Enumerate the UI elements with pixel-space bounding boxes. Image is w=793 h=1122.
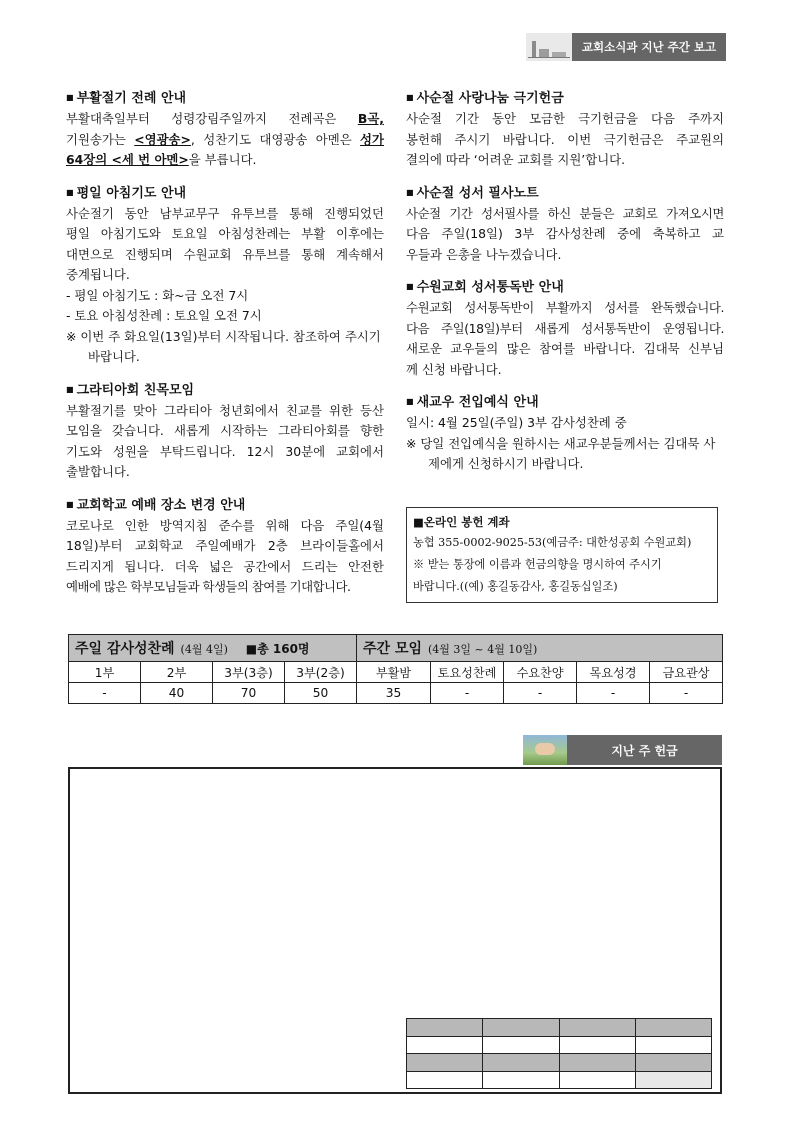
table-header-cell: 목요성경 (577, 662, 650, 683)
table-cell (559, 1036, 635, 1054)
table-cell (635, 1036, 711, 1054)
section-line: 사순절 기간 성서필사를 하신 분들은 교회로 가져오시면 (406, 205, 724, 221)
section-line: 출발합니다. (66, 464, 130, 479)
section-line: 중계됩니다. (66, 267, 130, 282)
section-title: ■ 사순절 성서 필사노트 (406, 185, 539, 201)
table-header-cell: 1부 (69, 662, 141, 683)
page-header (526, 33, 726, 61)
section-line: 18일)부터 교회학교 주일예배가 2층 브라이들홀에서 (66, 538, 384, 553)
list-item: - 토요 아침성찬례 : 토요일 오전 7시 (66, 308, 262, 323)
offering-table (406, 1018, 712, 1089)
table-header-cell: 3부(2층) (285, 662, 357, 683)
section-line: 코로나로 인한 방역지침 준수를 위해 다음 주일(4월 (66, 517, 384, 533)
table-cell: - (69, 683, 141, 704)
table-cell (559, 1054, 635, 1072)
table-cell (635, 1019, 711, 1037)
table-cell (483, 1071, 559, 1089)
section-line: 기도와 성원을 부탁드립니다. 12시 30분에 교회에서 (66, 443, 384, 459)
table-cell (407, 1054, 483, 1072)
table-header-cell: 수요찬양 (504, 662, 577, 683)
section-line: 다음 주일(18일) 3부 감사성찬례 중에 축복하고 교 (406, 226, 724, 241)
account-line: 농협 355-0002-9025-53(예금주: 대한성공회 수원교회) (413, 536, 692, 549)
section-body: 부활대축일부터 성령강림주일까지 전례곡은 B곡, (66, 111, 384, 126)
table-cell (483, 1054, 559, 1072)
section-line: 예배에 많은 학부모님들과 학생들의 참여를 기대합니다. (66, 579, 351, 594)
right-column (406, 88, 724, 487)
section-note: ※ 당일 전입예식을 원하시는 새교우분들께서는 김대묵 사제에게 신청하시기 바랍니다. (406, 435, 716, 471)
table-cell: 35 (357, 683, 431, 704)
section-line: 다음 주일(18일)부터 새롭게 성서통독반이 운영됩니다. (406, 320, 724, 336)
section-line: 부활절기를 맞아 그라티아 청년회에서 친교를 위한 등산 (66, 402, 384, 418)
table-cell (407, 1036, 483, 1054)
sunday-header: 주일 감사성찬례 (4월 4일) ■총 160명 (69, 635, 357, 662)
section-title: ■ 수원교회 성서통독반 안내 (406, 280, 564, 295)
section-line: 결의에 따라 ‘어려운 교회를 지원’합니다. (406, 152, 626, 167)
bible-reading-section (406, 277, 724, 380)
section-title: ■ 그라티아회 친목모임 (66, 382, 195, 398)
section-line: 새로운 교우들의 많은 참여를 바랍니다. 김대묵 신부님 (406, 341, 724, 356)
table-cell (559, 1019, 635, 1037)
section-title: ■ 평일 아침기도 안내 (66, 185, 187, 201)
table-row (69, 662, 723, 683)
church-building-icon (526, 33, 572, 61)
table-cell: - (504, 683, 577, 704)
offering-title: 지난 주 헌금 (567, 735, 722, 765)
table-cell (407, 1071, 483, 1089)
table-row (407, 1071, 712, 1089)
header-title: 교회소식과 지난 주간 보고 (572, 33, 726, 61)
table-row (407, 1054, 712, 1072)
left-column (66, 88, 384, 610)
section-line: 사순절 기간 동안 모금한 극기헌금을 다음 주까지 (406, 111, 724, 126)
table-cell (407, 1019, 483, 1037)
table-cell: - (431, 683, 504, 704)
attendance-table (68, 634, 723, 704)
table-cell: - (577, 683, 650, 704)
morning-prayer-section (66, 183, 384, 368)
table-header-cell: 토요성찬례 (431, 662, 504, 683)
table-cell (559, 1071, 635, 1089)
section-line: 모임을 갖습니다. 새롭게 시작하는 그라티아회를 향한 (66, 423, 384, 438)
church-school-section (66, 495, 384, 598)
section-title: ■ 사순절 사랑나눔 극기헌금 (406, 91, 564, 106)
table-cell (635, 1054, 711, 1072)
section-note: ※ 이번 주 화요일(13일)부터 시작됩니다. 참조하여 주시기 바랍니다. (66, 328, 381, 364)
table-header-cell: 3부(3층) (213, 662, 285, 683)
offering-header (523, 735, 722, 765)
bible-copy-section (406, 183, 724, 266)
section-body: 64장의 <세 번 아멘>을 부릅니다. (66, 152, 257, 167)
table-row (69, 683, 723, 704)
section-title: ■ 부활절기 전례 안내 (66, 91, 187, 106)
section-body: 기원송가는 <영광송>, 성찬기도 대영광송 아멘은 성가 (66, 131, 384, 147)
table-cell (483, 1019, 559, 1037)
section-title: ■ 새교우 전입예식 안내 (406, 395, 539, 410)
attendance-header (69, 635, 723, 662)
table-cell: 50 (285, 683, 357, 704)
section-line: 사순절기 동안 남부교무구 유투브를 통해 진행되었던 (66, 205, 384, 221)
praying-hands-icon (523, 735, 567, 765)
table-header-cell: 금요관상 (650, 662, 723, 683)
gratia-section (66, 380, 384, 483)
section-line: 봉헌해 주시기 바랍니다. 이번 극기헌금은 주교원의 (406, 131, 724, 147)
easter-liturgy-section (66, 88, 384, 171)
section-line: 평일 아침기도와 토요일 아침성찬례는 부활 이후에는 (66, 226, 384, 241)
section-line: 일시: 4월 25일(주일) 3부 감사성찬례 중 (406, 415, 627, 430)
box-note: ※ 받는 통장에 이름과 헌금의향을 명시하여 주시기 (413, 558, 662, 571)
online-offering-box (406, 507, 718, 603)
table-cell (635, 1071, 711, 1089)
section-line: 우들과 은총을 나누겠습니다. (406, 246, 562, 262)
table-row (407, 1019, 712, 1037)
section-line: 대면으로 진행되며 수원교회 유투브를 통해 계속해서 (66, 246, 384, 262)
lent-offering-section (406, 88, 724, 171)
table-row (407, 1036, 712, 1054)
box-title: ■온라인 봉헌 계좌 (413, 515, 510, 529)
weekly-header: 주간 모임 (4월 3일 ~ 4월 10일) (357, 635, 723, 662)
box-note: 바랍니다.((예) 홍길동감사, 홍길동십일조) (413, 580, 618, 593)
section-line: 드리지게 됩니다. 더욱 넓은 공간에서 드리는 안전한 (66, 558, 384, 574)
table-header-cell: 2부 (141, 662, 213, 683)
table-cell: - (650, 683, 723, 704)
new-member-section (406, 392, 724, 475)
table-cell: 40 (141, 683, 213, 704)
section-line: 께 신청 바랍니다. (406, 361, 502, 377)
section-title: ■ 교회학교 예배 장소 변경 안내 (66, 497, 246, 513)
section-line: 수원교회 성서통독반이 부활까지 성서를 완독했습니다. (406, 300, 724, 315)
list-item: - 평일 아침기도 : 화~금 오전 7시 (66, 287, 249, 303)
table-cell (483, 1036, 559, 1054)
table-header-cell: 부활밤 (357, 662, 431, 683)
table-cell: 70 (213, 683, 285, 704)
